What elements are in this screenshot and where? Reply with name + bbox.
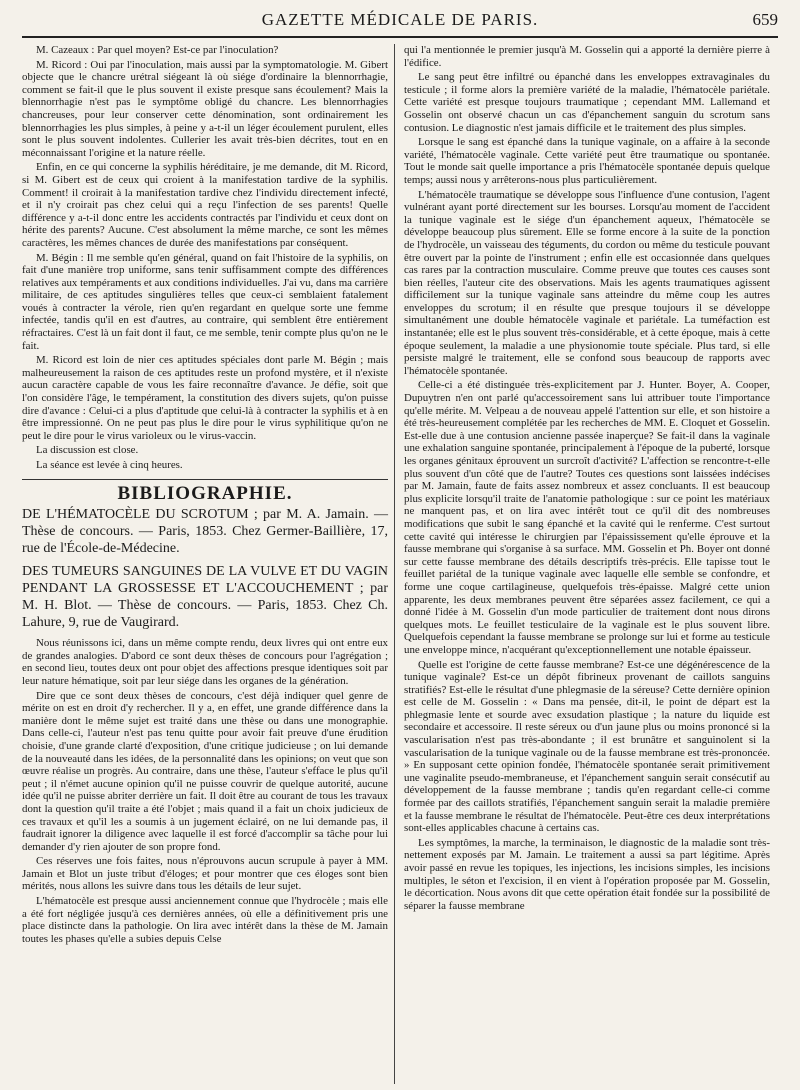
paragraph: L'hématocèle traumatique se développe sous l'influence d'une contusion, l'agent vulnérant ayant porté directement sur les bourses. Lorsqu'au moment de l'accident la tunique vaginale est le siége d'un épanchement aqueux, l'hématocèle se développe beaucoup plus sûrement. Elle se forme encore à la suite de la ponction de l'hydrocèle, un vaisseau des téguments, du cordon ou même du testicule pouvant être ouvert par la pointe de l'instrument ; enfin elle est occasionnée dans quelques cas rares par la contraction musculaire. Comme preuve que toutes ces causes sont bien réelles, l'auteur cite des observations. Mais les agents traumatiques agissent difficilement sur la tunique vaginale sans atteindre du même coup les autres enveloppes du scrotum; il en résulte que presque toujours il se développe simultanément une double hématocèle vaginale et pariétale. La tuméfaction est instantanée; elle est le plus souvent très-considérable, et à cette époque, mais à cette époque seulement, la maladie a une physionomie toute spéciale. Plus tard, si elle persiste malgré le traitement, elle se confond sous beaucoup de rapports avec l'hématocèle spontanée. [404, 188, 770, 377]
paragraph: M. Ricord est loin de nier ces aptitudes spéciales dont parle M. Bégin ; mais malheureusement la raison de ces aptitudes reste un profond mystère, et il n'existe aucun caractère capable de vous les faire reconnaître d'avance. Je défie, soit que l'on considère l'âge, le tempérament, la constitution des divers sujets, qu'on puisse dire d'avance : Celui-ci a plus d'aptitude que celui-là à contracter la syphilis et à en être impressionné. On ne peut pas plus le dire pour le virus syphilitique qu'on ne peut le dire pour le virus varioleux ou le virus-vaccin. [22, 354, 388, 442]
right-column [404, 44, 770, 912]
paragraph: Enfin, en ce qui concerne la syphilis héréditaire, je me demande, dit M. Ricord, si M. Gibert est de ceux qui croient à la manifestation tardive de la syphilis. Comment! il croirait à la manifestation tardive chez l'individu directement infecté, et il n'y croirait pas chez celui qui a reçu l'infection de ses parents! Quelle différence y a-t-il donc entre les accidents contractés par l'individu et ceux dont on hérite des parents? Aucune. C'est absolument la même marche, ce sont les mêmes caractères, les mêmes chances de durée des manifestations par conséquent. [22, 161, 388, 249]
paragraph: Les symptômes, la marche, la terminaison, le diagnostic de la maladie sont très-nettement exposés par M. Jamain. Le traitement a aussi sa part légitime. Après avoir passé en revue les topiques, les injections, les incisions simples, les incisions multiples, le séton et l'excision, il en vient à l'opération proposée par M. Gosselin, le décortication. Nous avons dit que cette opération était fondée sur la possibilité de séparer la fausse membrane [404, 836, 770, 912]
paragraph: M. Bégin : Il me semble qu'en général, quand on fait l'histoire de la syphilis, on fait d'une manière trop uniforme, sans tenir suffisamment compte des différences relatives aux tempéraments et aux conditions individuelles. J'ai vu, dans ma carrière militaire, de ces aptitudes singulières telles que ceux-ci semblaient fatalement voués à contracter la vérole, rien qu'en regardant en quelque sorte une femme infectée, tandis qu'il en est d'autres, au contraire, qui semblent être entièrement réfractaires. C'est là un fait dont il faut, ce me semble, tenir compte plus qu'on ne le fait. [22, 251, 388, 352]
paragraph: Celle-ci a été distinguée très-explicitement par J. Hunter. Boyer, A. Cooper, Dupuytren n'en ont parlé qu'accessoirement sans lui attribuer toute l'importance qu'elle mérite. M. Velpeau a de nouveau appelé l'attention sur elle, et son histoire a été très-heureusement complétée par les recherches de MM. E. Cloquet et Gosselin. Est-elle due à une contusion ancienne passée inaperçue? Se fait-il dans la vaginale une exhalation sanguine spontanée, principalement à l'époque de la puberté, lorsque les organes génitaux éprouvent un surcroît d'activité? L'affection se rencontre-t-elle plus souvent d'un côté que de l'autre? Toutes ces questions sont laissées indécises par M. Jamain, faute de faits assez nombreux et assez concluants. Il est beaucoup plus explicite lorsqu'il traite de l'anatomie pathologique : sur ce point les matériaux ne manquent pas, et on lira avec intérêt tout ce qu'il dit des nombreuses modifications que subit le sang épanché et la cavité qui le renferme. C'est surtout cette cavité qui intéresse le chirurgien par l'épaississement qu'elle éprouve et la fausse membrane qui s'organise à sa surface. MM. Gosselin et Ph. Boyer ont donné sur cette fausse membrane des détails descriptifs très-précis. Elle tapisse tout le feuillet pariétal de la tunique vaginale avec laquelle elle semble se confondre, et forme une coque cartilagineuse, quelquefois très-épaisse. Malgré cette union apparente, les deux membranes peuvent être séparées assez facilement, ce qui a donné l'idée à M. Gosselin d'un mode particulier de traitement dont nous dirons quelques mots. Le feuillet testiculaire de la vaginale est le plus souvent libre. Quelquefois cependant la fausse membrane se prolonge sur lui et forme au testicule une enveloppe mince, n'acquérant qu'exceptionnellement une notable épaisseur. [404, 379, 770, 656]
paragraph: La séance est levée à cinq heures. [36, 459, 183, 471]
section-separator [22, 479, 388, 480]
page-number: 659 [752, 10, 778, 29]
paragraph: Nous réunissons ici, dans un même compte rendu, deux livres qui ont entre eux de grandes analogies. D'abord ce sont deux thèses de concours pour l'agrégation ; en second lieu, toutes deux ont pour objet des affections presque identiques soit par leur nature hématique, soit par leur siége dans les organes de la génération. [22, 637, 388, 687]
bibliography-entry: DE L'HÉMATOCÈLE DU SCROTUM ; par M. A. Jamain. — Thèse de concours. — Paris, 1853. Chez Germer-Baillière, 17, rue de l'École-de-Médecine. [22, 507, 388, 557]
page-header [22, 6, 778, 38]
section-title: BIBLIOGRAPHIE. [117, 482, 293, 504]
paragraph: qui l'a mentionnée le premier jusqu'à M. Gosselin qui a apporté la dernière pierre à l'édifice. [404, 44, 770, 69]
left-column [22, 44, 388, 945]
paragraph: Ces réserves une fois faites, nous n'éprouvons aucun scrupule à payer à MM. Jamain et Blot un juste tribut d'éloges; et pour montrer que ces éloges sont bien mérités, nous allons les suivre dans tous les détails de leur sujet. [22, 855, 388, 893]
paragraph: Le sang peut être infiltré ou épanché dans les enveloppes extravaginales du testicule ; il forme alors la première variété de la maladie, l'hématocèle pariétale. Cette variété est presque toujours traumatique ; cependant MM. Lallemand et Gosselin ont observé chacun un cas d'épanchement sanguin du scrotum sans contusion. Le diagnostic n'est jamais difficile et le traitement des plus simples. [404, 71, 770, 134]
paragraph: La discussion est close. [36, 444, 139, 457]
journal-title: GAZETTE MÉDICALE DE PARIS. [261, 10, 539, 29]
paragraph: Quelle est l'origine de cette fausse membrane? Est-ce une dégénérescence de la tunique vaginale? Est-ce un dépôt fibrineux provenant de caillots sanguins stratifiés? Est-elle le résultat d'une phlegmasie de la séreuse? Cette dernière opinion est celle de M. Gosselin : « Dans ma pensée, dit-il, le point de départ est la phlegmasie lente et sourde avec exsudation plastique ; la nature du liquide est secondaire et accessoire. Il reste séreux ou d'un jaune plus ou moins prononcé si la vascularisation n'est pas très-abondante ; il est brunâtre et sanguinolent si la vascularisation de la tunique vaginale ou de la fausse membrane est très-prononcée. » En supposant cette opinion fondée, l'hématocèle spontanée serait primitivement une vaginalite pseudo-membraneuse, et l'épanchement sanguin serait consécutif au développement de la fausse membrane ; tandis qu'en regardant celle-ci comme formée par des caillots stratifiés, l'épanchement sanguin serait la maladie première et la fausse membrane le résultat de l'hématocèle. Peut-être ces deux interprétations sont-elles applicables chacune à certains cas. [404, 658, 770, 835]
paragraph: Lorsque le sang est épanché dans la tunique vaginale, on a affaire à la seconde variété, l'hématocèle vaginale. Cette variété peut être traumatique ou spontanée. Tout le monde sait quelle importance a pris l'hématocèle spontanée depuis quelque temps; aussi nous y arrêterons-nous plus particulièrement. [404, 136, 770, 186]
paragraph: Dire que ce sont deux thèses de concours, c'est déjà indiquer quel genre de mérite on est en droit d'y rechercher. Il y a, en effet, une grande différence dans la manière dont le même sujet est traité dans une thèse ou dans une monographie. Dans celle-ci, l'auteur n'est pas tenu quitte pour avoir fait preuve d'une érudition choisie, d'une grande clarté d'exposition, d'une critique judicieuse ; on lui demande de la nouveauté dans les idées, de la personnalité dans les opinions; on veut que son œuvre réalise un progrès. Au contraire, dans une thèse, l'auteur s'efface le plus qu'il peut ; il n'émet aucune opinion qu'il ne puisse couvrir de quelque autorité, aucune idée qu'il ne puisse abriter derrière un fait. Il doit être au courant de tous les travaux dont la question qu'il traite a été l'objet ; mais quand il a fait un choix judicieux de ces travaux et qu'il les a soumis à un jugement éclairé, on ne lui demande pas, il faudrait ignorer la diligence avec laquelle il est forcé d'accomplir sa tâche pour lui demander d'y rien ajouter de son propre fond. [22, 689, 388, 853]
bibliography-entry: DES TUMEURS SANGUINES DE LA VULVE ET DU VAGIN PENDANT LA GROSSESSE ET L'ACCOUCHEMENT ; par M. H. Blot. — Thèse de concours. — Paris, 1853. Chez Ch. Lahure, 9, rue de Vaugirard. [22, 564, 388, 631]
paragraph: M. Ricord : Oui par l'inoculation, mais aussi par la symptomatologie. M. Gibert objecte que le chancre urétral siégeant là où siége d'ordinaire la blennorrhagie, comment se fait-il que le plus souvent il existe presque sans écoulement? Mais la blennorrhagie n'est pas le symptôme obligé du chancre. Les blennorrhagies chancreuses, pour leur conserver cette dénomination, sont ordinairement les blennorrhagies les plus simples, à peine y a-t-il un léger écoulement purulent, elles sont le plus souvent indolentes. Cullerier les avait très-bien décrites, tout en en méconnaissant l'origine et la nature réelle. [22, 58, 388, 159]
paragraph: L'hématocèle est presque aussi anciennement connue que l'hydrocèle ; mais elle a été fort négligée jusqu'à ces dernières années, où elle a définitivement pris une place distincte dans la pathologie. On lira avec intérêt dans la thèse de M. Jamain toutes les phases qu'elle a subies depuis Celse [22, 895, 388, 945]
column-divider [394, 44, 395, 1084]
paragraph: M. Cazeaux : Par quel moyen? Est-ce par l'inoculation? [36, 44, 279, 56]
